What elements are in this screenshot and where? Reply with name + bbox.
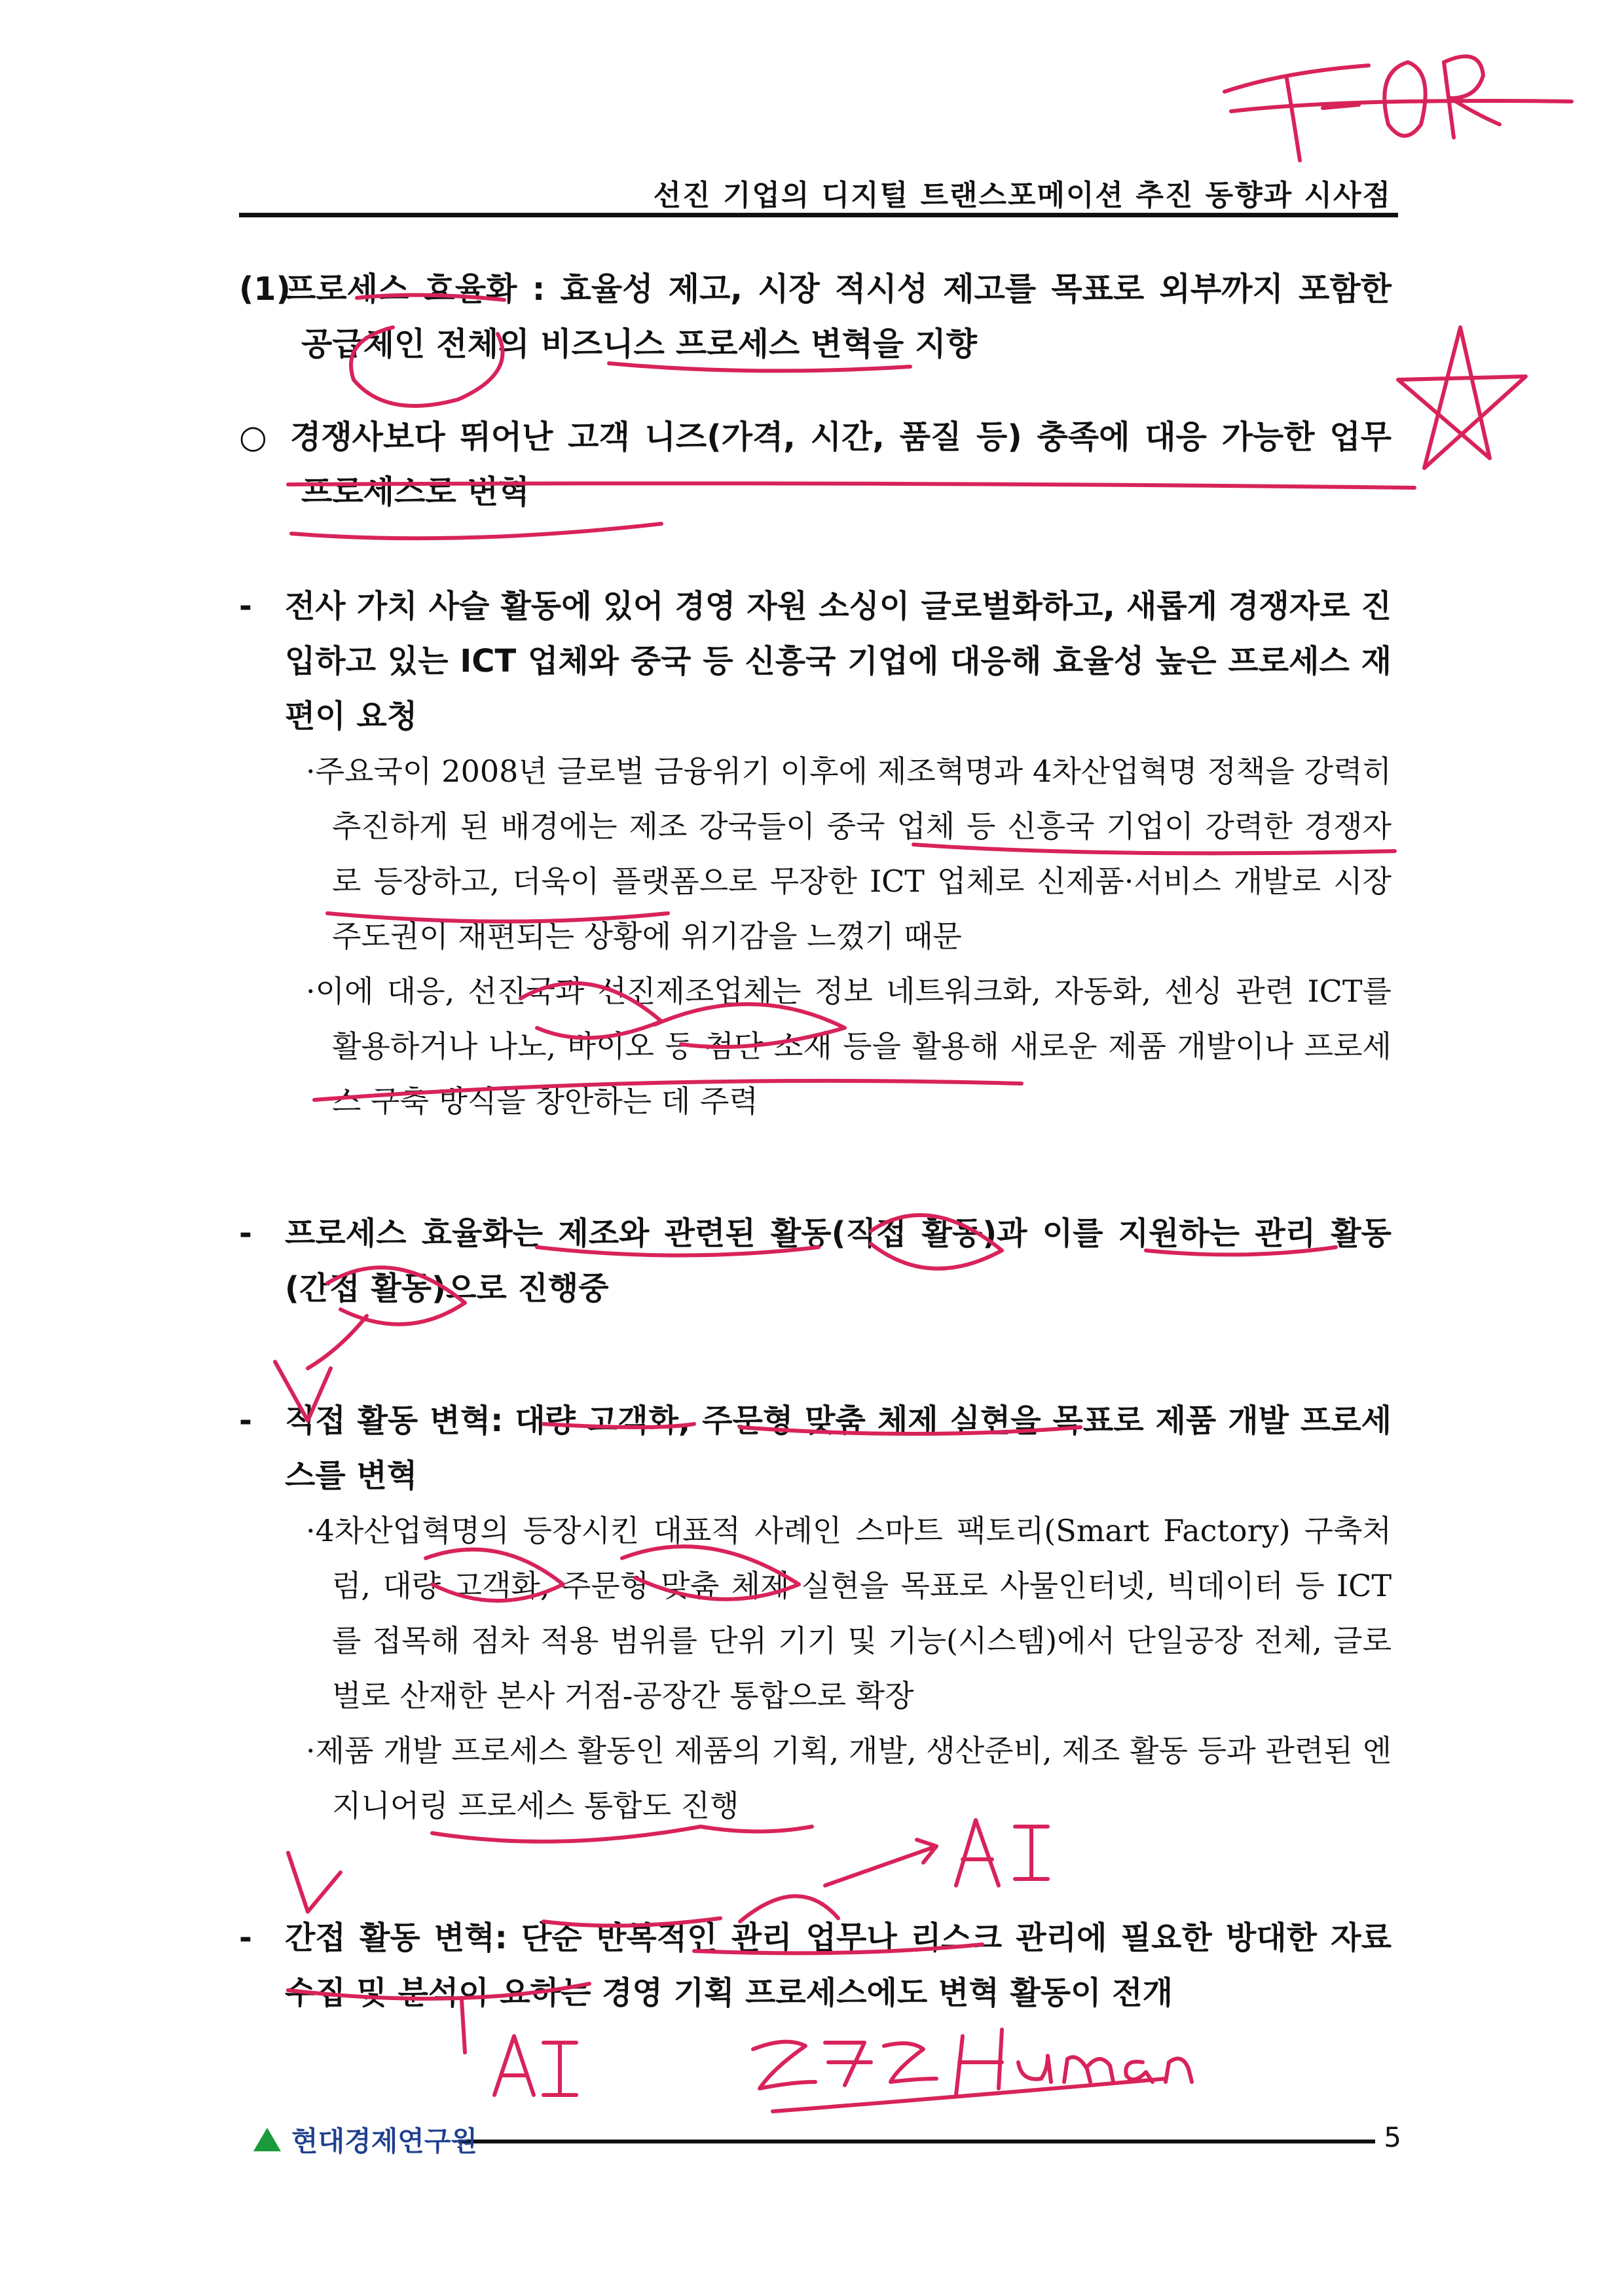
list-item-text: 전사 가치 사슬 활동에 있어 경영 자원 소싱이 글로벌화하고, 새롭게 경쟁자로 진입하고 있는 ICT 업체와 중국 등 신흥국 기업에 대응해 효율성 높은 프로세스 재편이 요청 bbox=[285, 588, 1392, 735]
footer-rule bbox=[458, 2140, 1375, 2143]
circle-item bbox=[239, 410, 1392, 520]
list-item bbox=[239, 579, 1392, 744]
dash-marker: - bbox=[239, 1402, 252, 1439]
handwriting-stroke bbox=[1064, 2057, 1113, 2082]
dash-marker: - bbox=[239, 1920, 252, 1956]
handwriting-stroke bbox=[884, 2043, 936, 2082]
handwriting-stroke bbox=[544, 2043, 576, 2095]
dash-marker: - bbox=[239, 1215, 252, 1252]
triangle-logo-icon bbox=[252, 2126, 282, 2153]
handwriting-stroke bbox=[1384, 62, 1425, 136]
handwriting-stroke bbox=[956, 2030, 1002, 2095]
handwriting-stroke bbox=[1166, 2058, 1192, 2082]
circle-marker: ○ bbox=[239, 418, 267, 456]
handwriting-stroke bbox=[1287, 79, 1300, 160]
list-item-text: 프로세스 효율화는 제조와 관련된 활동(직접 활동)과 이를 지원하는 관리 활동(간접 활동)으로 진행중 bbox=[285, 1215, 1392, 1307]
handwriting-stroke bbox=[1126, 2062, 1153, 2082]
section-number: (1) bbox=[239, 270, 291, 308]
dash-marker: - bbox=[239, 588, 252, 625]
document-body bbox=[239, 262, 1392, 2020]
handwriting-stroke bbox=[1444, 56, 1500, 137]
handwriting-stroke bbox=[1323, 105, 1359, 108]
handwriting-stroke bbox=[494, 2036, 534, 2095]
circle-item-text: 경쟁사보다 뛰어난 고객 니즈(가격, 시간, 품질 등) 충족에 대응 가능한 업무 프로세스로 변혁 bbox=[290, 418, 1392, 511]
bullet-item: ·이에 대응, 선진국과 선진제조업체는 정보 네트워크화, 자동화, 센싱 관련 ICT를 활용하거나 나노, 바이오 등 첨단 소재 등을 활용해 새로운 제품 개발이나 프로세스 구축 방식을 창안하는 데 주력 bbox=[306, 974, 1392, 1119]
header-title: 선진 기업의 디지털 트랜스포메이션 추진 동향과 시사점 bbox=[653, 179, 1392, 212]
bullet-item: ·4차산업혁명의 등장시킨 대표적 사례인 스마트 팩토리(Smart Factory) 구축처럼, 대량 고객화, 주문형 맞춤 체제 실현을 목표로 사물인터넷, 빅데이터 등 ICT를 접목해 점차 적용 범위를 단위 기기 및 기능(시스템)에서 단일공장 전체, 글로벌로 산재한 본사 거점-공장간 통합으로 확장 bbox=[306, 1513, 1392, 1713]
section-text: 프로세스 효율화 : 효율성 제고, 시장 적시성 제고를 목표로 외부까지 포함한 공급체인 전체의 비즈니스 프로세스 변혁을 지향 bbox=[285, 270, 1392, 363]
handwriting-stroke bbox=[1231, 101, 1572, 111]
handwriting-stroke bbox=[825, 2043, 871, 2085]
footer-logo bbox=[252, 2120, 477, 2159]
bullet-item: ·제품 개발 프로세스 활동인 제품의 기획, 개발, 생산준비, 제조 활동 등과 관련된 엔지니어링 프로세스 통합도 진행 bbox=[306, 1733, 1392, 1823]
page-number: 5 bbox=[1384, 2121, 1401, 2153]
list-item-text: 직접 활동 변혁: 대량 고객화, 주문형 맞춤 체제 실현을 목표로 제품 개발 프로세스를 변혁 bbox=[285, 1402, 1392, 1494]
handwriting-stroke bbox=[1018, 2056, 1051, 2082]
footer-org-name: 현대경제연구원 bbox=[291, 2125, 478, 2157]
handwriting-stroke bbox=[1225, 65, 1369, 92]
page-header bbox=[239, 164, 1398, 217]
list-item bbox=[239, 1206, 1392, 1316]
handwriting-star bbox=[1398, 327, 1526, 468]
list-item-text: 간접 활동 변혁: 단순 반복적인 관리 업무나 리스크 관리에 필요한 방대한 자료 수집 및 분석이 요하는 경영 기획 프로세스에도 변혁 활동이 전개 bbox=[285, 1920, 1392, 2011]
handwriting-stroke bbox=[753, 2042, 815, 2088]
list-item bbox=[239, 1393, 1392, 1503]
bullet-item: ·주요국이 2008년 글로벌 금융위기 이후에 제조혁명과 4차산업혁명 정책을 강력히 추진하게 된 배경에는 제조 강국들이 중국 업체 등 신흥국 기업이 강력한 경쟁자로 등장하고, 더욱이 플랫폼으로 무장한 ICT 업체로 신제품·서비스 개발로 시장 주도권이 재편되는 상황에 위기감을 느꼈기 때문 bbox=[306, 754, 1392, 954]
list-item bbox=[239, 1910, 1392, 2020]
handwriting-stroke bbox=[773, 2079, 1166, 2111]
section-heading bbox=[239, 262, 1392, 372]
